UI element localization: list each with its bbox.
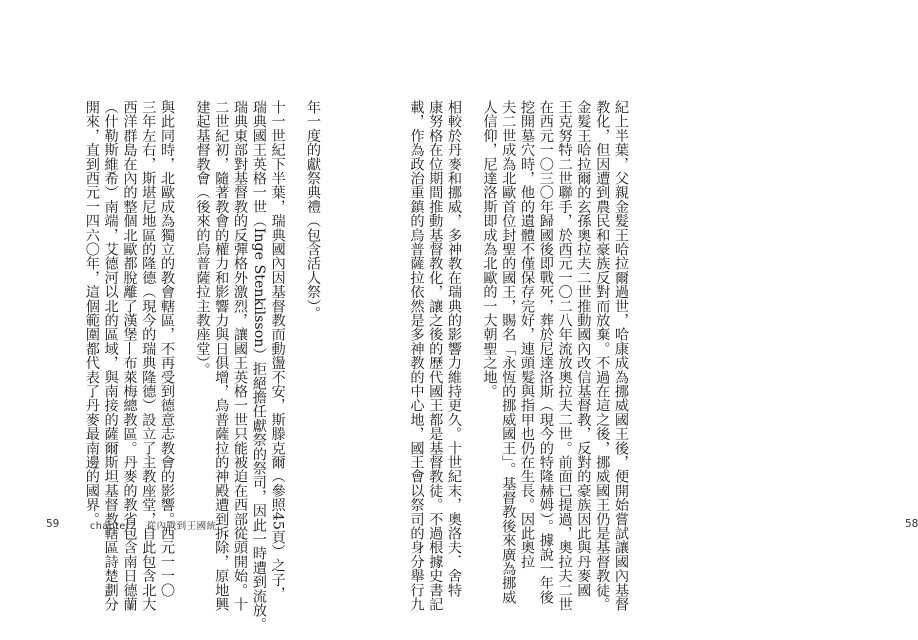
left-page (0, 0, 320, 640)
left-page-number: 59 (46, 518, 60, 530)
text-column: 西洋群島在內的整個北歐都脫離了漢堡—布萊梅總教區。丹麥的教省包含南日德蘭 (121, 100, 138, 612)
text-column: 夫二世成為北歐首位封聖的國王，賜名「永恆的挪威國王」。基督教後來廣為挪威 (500, 100, 517, 605)
text-column: 瑞典國王英格一世（Inge Stenkilsson）拒絕擔任獻祭的祭司，因此一時遭到流放。 (250, 100, 267, 632)
text-column: 開來，直到西元一四六〇年，這個範圍都代表了丹麥最南邊的國界。 (83, 100, 100, 526)
text-column: 在西元一〇三〇年歸國後即戰死，葬於尼達洛斯（現今的特隆赫姆）。據說一年後 (537, 100, 554, 605)
text-column: 與此同時，北歐成為獨立的教會轄區，不再受到德意志教會的影響。西元一一〇 (159, 100, 176, 597)
text-column (179, 100, 191, 400)
text-column: 人信仰，尼達洛斯即成為北歐的一大朝聖之地。 (481, 100, 498, 399)
text-column: 相較於丹麥和挪威，多神教在瑞典的影響力維持更久。十世紀末，奧洛夫．舍特 (446, 100, 463, 597)
text-column: 金髮王哈拉爾的玄孫奧拉夫二世推動國內改信基督教，反對的豪族因此與丹麥國 (575, 100, 592, 597)
text-column: 挖開墓穴時，他的遺體不僅保存完好，連頭髮與指甲也仍在生長。因此奧拉 (519, 100, 536, 569)
text-column: 年一度的獻祭典禮（包含活人祭）。 (305, 100, 321, 321)
right-page (320, 0, 918, 640)
text-column: 瑞典東部對基督教的反彈格外激烈，讓國王英格一世只能被迫在西部從頭開始。十 (232, 100, 249, 612)
text-column: 載，作為政治重鎮的烏普薩拉依然是多神教的中心地，國王會以祭司的身分舉行九 (408, 100, 425, 612)
text-column: 十一世紀下半葉，瑞典國內因基督教而動盪不安，斯滕克爾（參照45頁）之子， (269, 100, 286, 601)
text-column (466, 100, 478, 400)
text-column: 教化，但因遭到農民和豪族反對而放棄。不過在這之後，挪威國王仍是基督教徒。 (594, 100, 611, 612)
text-column: 王克努特二世聯手，於西元一〇二八年流放奧拉夫二世。前面已提過，奧拉夫二世 (556, 100, 573, 612)
right-page-number: 58 (905, 518, 918, 530)
right-page-text (328, 100, 629, 612)
text-column: 三年左右，斯堪尼地區的隆德（現今的瑞典隆德）設立了主教座堂，自此包含北大 (140, 100, 157, 612)
text-column: （什勒斯維希）南端，艾德河以北的區域，與南接的薩爾斯坦基督教轄區詩楚劃分 (102, 100, 119, 612)
text-column: 康努格在位期間推動基督教化，讓之後的歷代國王都是基督教徒。不過根據史書記 (427, 100, 444, 612)
text-column: 建起基督教會（後來的烏普薩拉主教座堂）。 (194, 100, 211, 377)
running-head: chapter2 從內戰到王國統一 (90, 521, 227, 532)
text-column (289, 100, 301, 400)
text-column: 二世紀初，隨著教會的權力和影響力與日俱增，烏普薩拉的神殿遭到拆除，原地興 (213, 100, 230, 612)
text-column: 紀上半葉，父親金髮王哈拉爾過世，哈康成為挪威國王後，便開始嘗試讓國內基督 (613, 100, 629, 612)
